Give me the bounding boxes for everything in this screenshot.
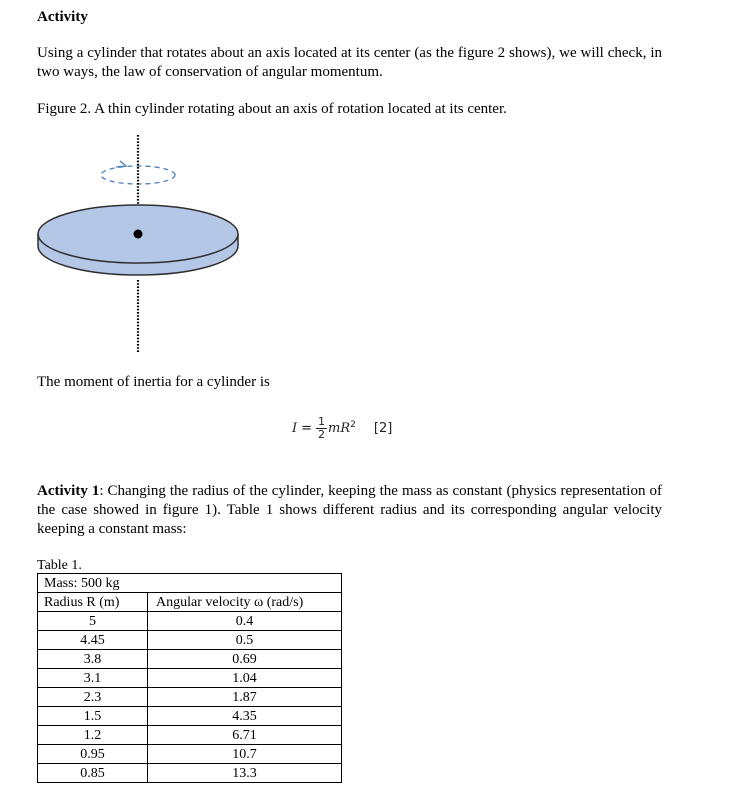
equation-number: [2] xyxy=(373,420,393,436)
table-row xyxy=(38,688,342,707)
table-row xyxy=(38,612,342,631)
radius-cell: 5 xyxy=(38,612,148,631)
table-row xyxy=(38,669,342,688)
cylinder-disk xyxy=(38,205,238,275)
activity1-paragraph xyxy=(37,482,662,539)
table-row xyxy=(38,650,342,669)
activity1-text: : Changing the radius of the cylinder, keeping the mass as constant (physics representation of the case showed in figure 1). Table 1 shows different radius and its corresponding angular velocity keeping a constant mass: xyxy=(37,483,662,537)
figure-caption: Figure 2. A thin cylinder rotating about an axis of rotation located at its center. xyxy=(37,101,507,117)
equation-fraction xyxy=(316,416,327,441)
table-mass-row xyxy=(38,574,342,593)
equation-lhs: I xyxy=(292,420,298,436)
table-header-row xyxy=(38,593,342,612)
angular-velocity-cell: 1.87 xyxy=(148,688,342,707)
equation-exponent: 2 xyxy=(350,419,356,430)
activity-heading: Activity xyxy=(37,9,88,25)
inertia-equation xyxy=(292,410,392,446)
angular-velocity-cell: 0.4 xyxy=(148,612,342,631)
table-row xyxy=(38,707,342,726)
angular-velocity-cell: 6.71 xyxy=(148,726,342,745)
column-header-angular-velocity: Angular velocity ω (rad/s) xyxy=(148,593,342,612)
radius-cell: 4.45 xyxy=(38,631,148,650)
equation-equals: = xyxy=(301,420,313,436)
radius-cell: 0.85 xyxy=(38,764,148,783)
table-row xyxy=(38,745,342,764)
equation-rhs: mR xyxy=(328,420,351,436)
angular-velocity-cell: 1.04 xyxy=(148,669,342,688)
radius-cell: 1.5 xyxy=(38,707,148,726)
table-caption: Table 1. xyxy=(37,558,82,573)
table-row xyxy=(38,631,342,650)
angular-velocity-cell: 4.35 xyxy=(148,707,342,726)
column-header-radius: Radius R (m) xyxy=(38,593,148,612)
data-table xyxy=(37,573,342,783)
inertia-text: The moment of inertia for a cylinder is xyxy=(37,374,270,390)
intro-paragraph: Using a cylinder that rotates about an axis located at its center (as the figure 2 shows), we will check, in two ways, the law of conservation of angular momentum. xyxy=(37,45,662,80)
angular-velocity-cell: 0.69 xyxy=(148,650,342,669)
angular-velocity-cell: 0.5 xyxy=(148,631,342,650)
radius-cell: 2.3 xyxy=(38,688,148,707)
table-row xyxy=(38,726,342,745)
mass-label: Mass: 500 kg xyxy=(38,574,342,593)
activity1-label: Activity 1 xyxy=(37,483,100,499)
radius-cell: 1.2 xyxy=(38,726,148,745)
angular-velocity-cell: 13.3 xyxy=(148,764,342,783)
rotating-cylinder-figure xyxy=(36,130,246,355)
radius-cell: 3.1 xyxy=(38,669,148,688)
fraction-denominator: 2 xyxy=(318,427,326,441)
radius-cell: 0.95 xyxy=(38,745,148,764)
fraction-numerator: 1 xyxy=(318,414,326,428)
radius-cell: 3.8 xyxy=(38,650,148,669)
table-row xyxy=(38,764,342,783)
angular-velocity-cell: 10.7 xyxy=(148,745,342,764)
